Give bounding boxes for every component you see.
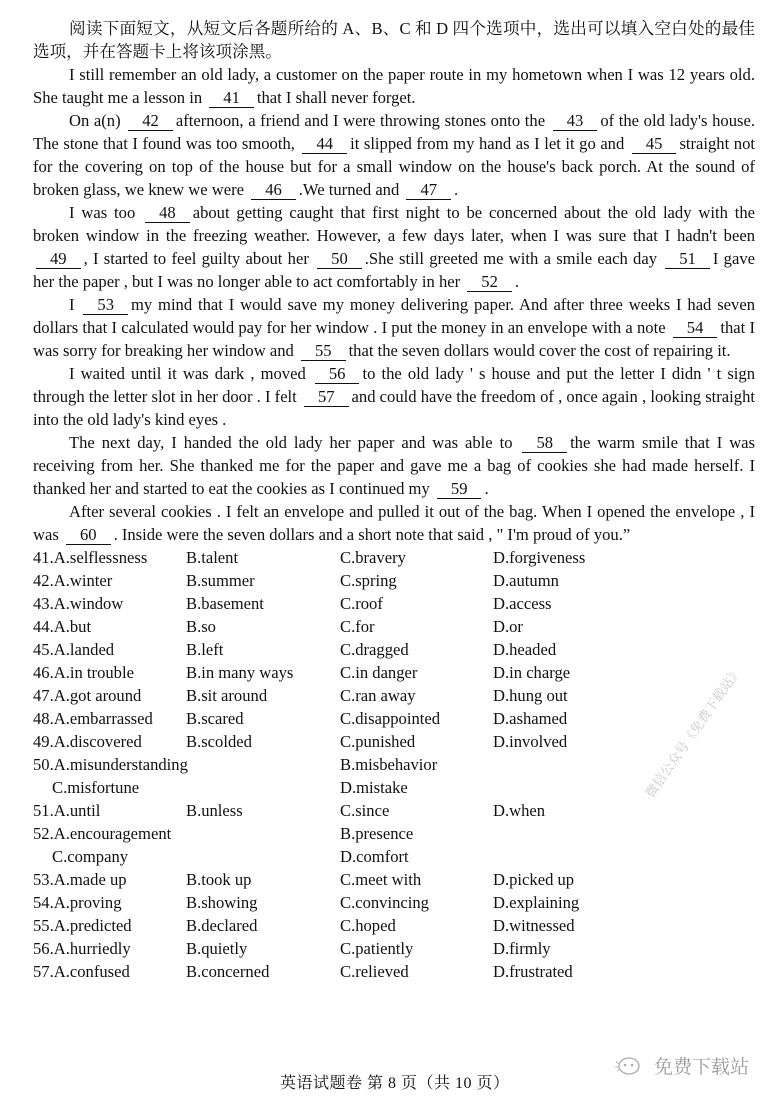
option-b: B.summer xyxy=(186,571,255,590)
option-d: D.comfort xyxy=(340,847,409,866)
option-b: B.concerned xyxy=(186,962,270,981)
wechat-icon xyxy=(614,1054,644,1078)
passage-text: I waited until it was dark , moved xyxy=(69,364,312,383)
blank-42: 42 xyxy=(128,111,173,131)
passage-text: straight not for the covering on top of the house but for a small window on the house's back porch. At the sound of broken glass, we knew we were xyxy=(33,134,755,199)
blank-58: 58 xyxy=(522,433,567,453)
option-b: B.left xyxy=(186,640,224,659)
blank-52: 52 xyxy=(467,272,512,292)
option-d: D.frustrated xyxy=(493,962,573,981)
option-b: B.so xyxy=(186,617,216,636)
passage-text: it slipped from my hand as I let it go and xyxy=(350,134,629,153)
passage-text: I xyxy=(69,295,81,314)
question-44-options xyxy=(33,615,755,638)
passage-text: .We turned and xyxy=(298,180,404,199)
passage-text: After several cookies . I felt an envelope and pulled it out of the bag. When I opened the envelope , I was xyxy=(33,502,755,544)
blank-49: 49 xyxy=(36,249,81,269)
passage-text: I gave her the paper , but I was no longer able to act comfortably in her xyxy=(33,249,755,291)
option-d: D.headed xyxy=(493,640,557,659)
option-d: D.or xyxy=(493,617,523,636)
passage-text: that I was sorry for breaking her window and xyxy=(33,318,755,360)
option-c: C.convincing xyxy=(340,893,429,912)
page-footer: 英语试题卷 第 8 页（共 10 页） xyxy=(280,1075,510,1092)
question-47-options xyxy=(33,684,755,707)
option-d: D.involved xyxy=(493,732,568,751)
option-d: D.explaining xyxy=(493,893,580,912)
passage xyxy=(33,63,755,546)
question-52-options xyxy=(33,822,755,845)
watermark: 微信公众号《免费下载站》 xyxy=(643,664,746,801)
passage-text: . Inside were the seven dollars and a short note that said , " I'm proud of you.” xyxy=(113,525,631,544)
option-c: C.misfortune xyxy=(52,778,140,797)
option-b: B.unless xyxy=(186,801,243,820)
option-b: B.in many ways xyxy=(186,663,294,682)
question-51-options xyxy=(33,799,755,822)
passage-paragraph xyxy=(33,201,755,293)
option-a: 57.A.confused xyxy=(33,962,130,981)
passage-paragraph xyxy=(33,109,755,201)
passage-text: On a(n) xyxy=(69,111,126,130)
passage-paragraph xyxy=(33,63,755,109)
passage-text: afternoon, a friend and I were throwing stones onto the xyxy=(175,111,550,130)
passage-text: I was too xyxy=(69,203,143,222)
option-b: B.talent xyxy=(186,548,239,567)
blank-43: 43 xyxy=(553,111,598,131)
passage-text: . xyxy=(514,272,520,291)
option-c: C.relieved xyxy=(340,962,409,981)
blank-47: 47 xyxy=(406,180,451,200)
option-b: B.scolded xyxy=(186,732,252,751)
option-a: 53.A.made up xyxy=(33,870,127,889)
option-c: C.company xyxy=(52,847,129,866)
option-a: 43.A.window xyxy=(33,594,124,613)
blank-59: 59 xyxy=(437,479,482,499)
instructions: 阅读下面短文，从短文后各题所给的 A、B、C 和 D 四个选项中，选出可以填入空白处的最佳选项，并在答题卡上将该项涂黑。 xyxy=(33,19,755,61)
passage-text: . xyxy=(454,180,459,199)
option-a: 45.A.landed xyxy=(33,640,115,659)
option-d: D.mistake xyxy=(340,778,408,797)
passage-text: I still remember an old lady, a customer on the paper route in my hometown when I was 12 years old. She taught me a lesson in xyxy=(33,65,755,107)
option-a: 46.A.in trouble xyxy=(33,663,134,682)
passage-text: the warm smile that I was receiving from her. She thanked me for the paper and gave me a bag of cookies she had made herself. I thanked her and started to eat the cookies as I continued my xyxy=(33,433,756,498)
passage-paragraph xyxy=(33,293,755,362)
option-d: D.autumn xyxy=(493,571,559,590)
question-48-options xyxy=(33,707,755,730)
question-50-options xyxy=(33,753,755,776)
blank-51: 51 xyxy=(665,249,710,269)
passage-text: that the seven dollars would cover the cost of repairing it. xyxy=(348,341,731,360)
option-d: D.access xyxy=(493,594,552,613)
blank-55: 55 xyxy=(301,341,346,361)
option-a: 54.A.proving xyxy=(33,893,122,912)
passage-text: , I started to feel guilty about her xyxy=(83,249,315,268)
question-49-options xyxy=(33,730,755,753)
option-c: C.roof xyxy=(340,594,383,613)
passage-text: The next day, I handed the old lady her paper and was able to xyxy=(69,433,520,452)
option-b: B.quietly xyxy=(186,939,248,958)
question-46-options xyxy=(33,661,755,684)
option-d: D.forgiveness xyxy=(493,548,586,567)
option-c: C.bravery xyxy=(340,548,406,567)
option-d: D.firmly xyxy=(493,939,551,958)
option-b: B.basement xyxy=(186,594,264,613)
option-a: 49.A.discovered xyxy=(33,732,142,751)
blank-54: 54 xyxy=(673,318,718,338)
option-a: 41.A.selflessness xyxy=(33,548,148,567)
question-57-options xyxy=(33,960,755,983)
blank-53: 53 xyxy=(83,295,128,315)
option-c: C.spring xyxy=(340,571,397,590)
question-56-options xyxy=(33,937,755,960)
option-a: 42.A.winter xyxy=(33,571,113,590)
question-41-options xyxy=(33,546,755,569)
option-b: B.declared xyxy=(186,916,258,935)
question-54-options xyxy=(33,891,755,914)
option-b: B.scared xyxy=(186,709,244,728)
blank-60: 60 xyxy=(66,525,111,545)
option-d: D.when xyxy=(493,801,546,820)
option-b: B.showing xyxy=(186,893,258,912)
option-c: C.punished xyxy=(340,732,416,751)
option-d: D.ashamed xyxy=(493,709,568,728)
blank-48: 48 xyxy=(145,203,190,223)
option-d: D.hung out xyxy=(493,686,568,705)
option-c: C.since xyxy=(340,801,390,820)
passage-paragraph xyxy=(33,362,755,431)
passage-text: to the old lady ' s house and put the letter I didn ' t sign through the letter slot in her door . I felt xyxy=(33,364,755,406)
question-42-options xyxy=(33,569,755,592)
logo-text: 免费下载站 xyxy=(654,1056,750,1078)
option-b: B.sit around xyxy=(186,686,268,705)
option-d: D.witnessed xyxy=(493,916,575,935)
blank-45: 45 xyxy=(632,134,677,154)
passage-text: that I shall never forget. xyxy=(256,88,416,107)
question-45-options xyxy=(33,638,755,661)
option-b: B.misbehavior xyxy=(340,755,438,774)
blank-56: 56 xyxy=(315,364,360,384)
blank-46: 46 xyxy=(251,180,296,200)
option-b: B.took up xyxy=(186,870,252,889)
options-list xyxy=(33,546,755,983)
passage-text: .She still greeted me with a smile each day xyxy=(364,249,663,268)
wechat-logo xyxy=(614,1052,749,1079)
passage-paragraph xyxy=(33,431,755,500)
option-d: D.in charge xyxy=(493,663,571,682)
blank-41: 41 xyxy=(209,88,254,108)
option-c: C.dragged xyxy=(340,640,409,659)
option-b: B.presence xyxy=(340,824,414,843)
option-a: 44.A.but xyxy=(33,617,92,636)
passage-text: my mind that I would save my money delivering paper. And after three weeks I had seven dollars that I calculated would pay for her window . I put the money in an envelope with a note xyxy=(33,295,755,337)
document-body xyxy=(33,17,755,983)
question-53-options xyxy=(33,868,755,891)
question-43-options xyxy=(33,592,755,615)
option-c: C.ran away xyxy=(340,686,416,705)
option-a: 51.A.until xyxy=(33,801,101,820)
passage-paragraph xyxy=(33,500,755,546)
option-c: C.patiently xyxy=(340,939,414,958)
question-52-options xyxy=(33,845,755,868)
option-d: D.picked up xyxy=(493,870,575,889)
option-c: C.hoped xyxy=(340,916,396,935)
option-c: C.disappointed xyxy=(340,709,441,728)
passage-text: of the old lady's house. The stone that I found was too smooth, xyxy=(33,111,755,153)
option-a: 55.A.predicted xyxy=(33,916,132,935)
passage-text: about getting caught that first night to be concerned about the old lady with the broken window in the freezing weather. However, a few days later, when I was sure that I hadn't been xyxy=(33,203,755,245)
passage-text: and could have the freedom of , once again , looking straight into the old lady's kind eyes . xyxy=(33,387,755,429)
option-c: C.in danger xyxy=(340,663,418,682)
question-55-options xyxy=(33,914,755,937)
option-a: 48.A.embarrassed xyxy=(33,709,153,728)
blank-50: 50 xyxy=(317,249,362,269)
option-c: C.meet with xyxy=(340,870,422,889)
passage-text: . xyxy=(484,479,489,498)
blank-44: 44 xyxy=(302,134,347,154)
option-a: 52.A.encouragement xyxy=(33,824,172,843)
option-a: 56.A.hurriedly xyxy=(33,939,131,958)
option-a: 50.A.misunderstanding xyxy=(33,755,188,774)
option-a: 47.A.got around xyxy=(33,686,142,705)
blank-57: 57 xyxy=(304,387,349,407)
option-c: C.for xyxy=(340,617,375,636)
